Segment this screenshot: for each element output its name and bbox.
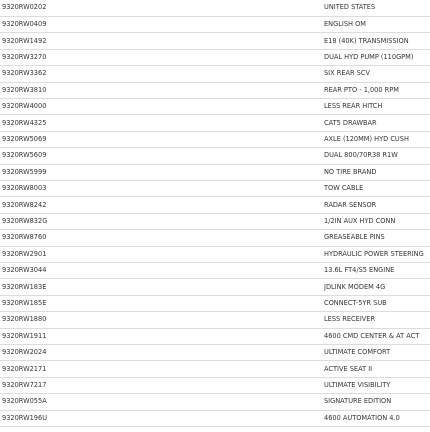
option-code: 9320RW2171 xyxy=(0,361,322,377)
table-row xyxy=(0,377,430,393)
option-description: SIX REAR SCV xyxy=(322,66,430,82)
option-code: 9320RW055A xyxy=(0,394,322,410)
table-row xyxy=(0,0,430,16)
table-row xyxy=(0,82,430,98)
table-row xyxy=(0,213,430,229)
option-code: 9320RW7217 xyxy=(0,377,322,393)
table-row xyxy=(0,279,430,295)
option-code: 9320RW4000 xyxy=(0,98,322,114)
option-code: 9320RW3810 xyxy=(0,82,322,98)
table-row xyxy=(0,16,430,32)
option-code: 9320RW3270 xyxy=(0,49,322,65)
table-row xyxy=(0,328,430,344)
option-code: 9320RW196U xyxy=(0,410,322,426)
table-row xyxy=(0,164,430,180)
table-row xyxy=(0,361,430,377)
option-description: GREASEABLE PINS xyxy=(322,230,430,246)
option-description: E18 (40K) TRANSMISSION xyxy=(322,33,430,49)
option-code: 9320RW8760 xyxy=(0,230,322,246)
option-code: 9320RW3362 xyxy=(0,66,322,82)
table-row xyxy=(0,197,430,213)
option-description: JDLINK MODEM 4G xyxy=(322,279,430,295)
option-code: 9320RW1880 xyxy=(0,312,322,328)
option-code: 9320RW2024 xyxy=(0,345,322,361)
option-code: 9320RW183E xyxy=(0,279,322,295)
option-description: HYDRAULIC POWER STEERING xyxy=(322,246,430,262)
table-row xyxy=(0,345,430,361)
table-row xyxy=(0,263,430,279)
option-description: DUAL 800/70R38 R1W xyxy=(322,148,430,164)
table-row xyxy=(0,131,430,147)
table-row xyxy=(0,230,430,246)
option-description: 4600 AUTOMATION 4.0 xyxy=(322,410,430,426)
option-code: 9320RW1911 xyxy=(0,328,322,344)
option-description: DUAL HYD PUMP (110GPM) xyxy=(322,49,430,65)
table-row xyxy=(0,49,430,65)
table-row xyxy=(0,246,430,262)
option-description: REAR PTO - 1,000 RPM xyxy=(322,82,430,98)
option-description: CAT5 DRAWBAR xyxy=(322,115,430,131)
option-description: ACTIVE SEAT II xyxy=(322,361,430,377)
option-description: TOW CABLE xyxy=(322,180,430,196)
option-description: 4600 CMD CENTER & AT ACT xyxy=(322,328,430,344)
option-description: NO TIRE BRAND xyxy=(322,164,430,180)
option-description: 13.6L FT4/S5 ENGINE xyxy=(322,263,430,279)
option-description: UNITED STATES xyxy=(322,0,430,16)
table-row xyxy=(0,295,430,311)
option-description: AXLE (120MM) HYD CUSH xyxy=(322,131,430,147)
option-description: RADAR SENSOR xyxy=(322,197,430,213)
table-row xyxy=(0,33,430,49)
option-description: ENGLISH OM xyxy=(322,16,430,32)
option-description: LESS REAR HITCH xyxy=(322,98,430,114)
option-code: 9320RW5069 xyxy=(0,131,322,147)
option-code: 9320RW3044 xyxy=(0,263,322,279)
option-description: ULTIMATE VISIBILITY xyxy=(322,377,430,393)
table-row xyxy=(0,312,430,328)
option-description: ULTIMATE COMFORT xyxy=(322,345,430,361)
option-description: SIGNATURE EDITION xyxy=(322,394,430,410)
table-row xyxy=(0,148,430,164)
option-code: 9320RW5999 xyxy=(0,164,322,180)
option-code: 9320RW8242 xyxy=(0,197,322,213)
option-description: LESS RECEIVER xyxy=(322,312,430,328)
table-row xyxy=(0,66,430,82)
table-row xyxy=(0,394,430,410)
option-code: 9320RW5609 xyxy=(0,148,322,164)
option-code: 9320RW8003 xyxy=(0,180,322,196)
option-code: 9320RW185E xyxy=(0,295,322,311)
table-row xyxy=(0,115,430,131)
option-code: 9320RW0202 xyxy=(0,0,322,16)
option-code: 9320RW832G xyxy=(0,213,322,229)
option-description: 1/2IN AUX HYD CONN xyxy=(322,213,430,229)
option-code: 9320RW4325 xyxy=(0,115,322,131)
table-row xyxy=(0,410,430,426)
option-code: 9320RW2901 xyxy=(0,246,322,262)
table-row xyxy=(0,180,430,196)
option-code: 9320RW1492 xyxy=(0,33,322,49)
option-code: 9320RW0409 xyxy=(0,16,322,32)
table-row xyxy=(0,98,430,114)
option-description: CONNECT-5YR SUB xyxy=(322,295,430,311)
